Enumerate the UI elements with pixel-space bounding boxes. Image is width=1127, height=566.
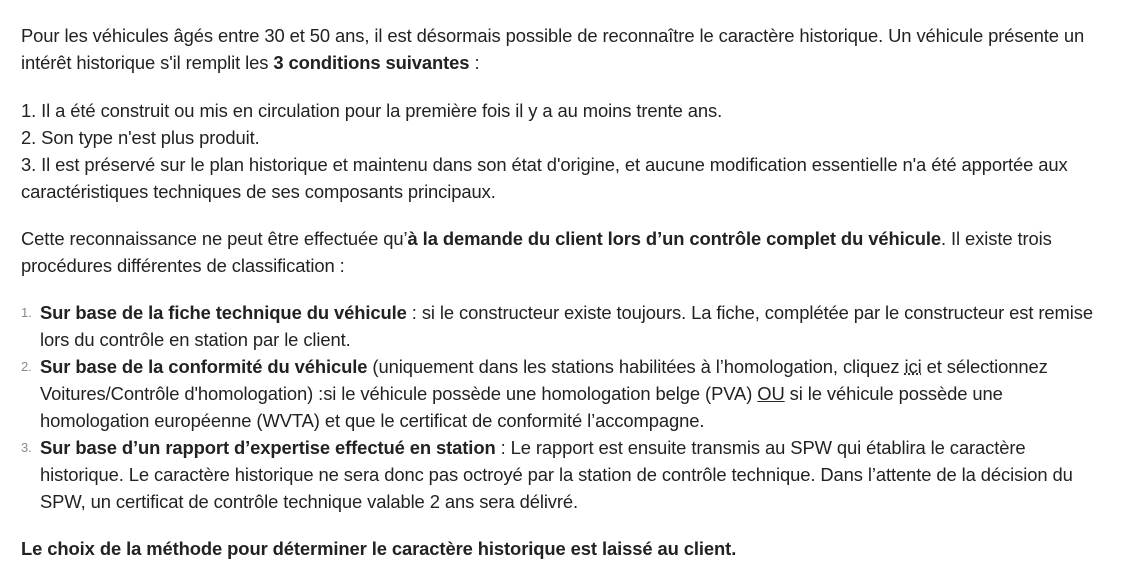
ici-link[interactable]: ici bbox=[904, 356, 922, 377]
intro-tail: : bbox=[469, 52, 480, 73]
recognition-tail: . Il existe trois procédures différentes de classification : bbox=[21, 228, 1052, 276]
recognition-bold: à la demande du client lors d’un contrôle complet du véhicule bbox=[407, 228, 942, 249]
method-item bbox=[21, 299, 1105, 353]
conditions-list bbox=[21, 97, 1105, 205]
recognition-paragraph bbox=[21, 225, 1105, 279]
intro-paragraph bbox=[21, 22, 1105, 76]
method-item bbox=[21, 434, 1105, 515]
intro-bold: 3 conditions suivantes bbox=[273, 52, 470, 73]
method-title: Sur base de la conformité du véhicule bbox=[40, 356, 368, 377]
method-text: : si le constructeur existe toujours. La fiche, complétée par le constructeur est remise lors du contrôle en station par le client. bbox=[40, 302, 1093, 350]
method-text: (uniquement dans les stations habilitées à l’homologation, cliquez bbox=[367, 356, 905, 377]
intro-text: Pour les véhicules âgés entre 30 et 50 ans, il est désormais possible de reconnaître le caractère historique. Un véhicule présente un intérêt historique s'il remplit les bbox=[21, 25, 1085, 73]
conclusion-text: Le choix de la méthode pour déterminer le caractère historique est laissé au client. bbox=[21, 538, 737, 559]
condition-item: 1. Il a été construit ou mis en circulation pour la première fois il y a au moins trente ans. bbox=[21, 100, 723, 121]
method-text: et sélectionnez Voitures/Contrôle d'homologation) :si le véhicule possède une homologation belge (PVA) bbox=[40, 356, 1048, 404]
method-text: si le véhicule possède une homologation européenne (WVTA) et que le certificat de conformité l’accompagne. bbox=[40, 383, 1003, 431]
list-number: 3. bbox=[21, 440, 32, 455]
content-area bbox=[21, 22, 1105, 562]
ou-link[interactable]: OU bbox=[757, 383, 785, 404]
method-text: : Le rapport est ensuite transmis au SPW qui établira le caractère historique. Le caractère historique ne sera donc pas octroyé par la station de contrôle technique. Dans l’attente de la décision du SPW, un certificat de contrôle technique valable 2 ans sera délivré. bbox=[40, 437, 1073, 512]
methods-list bbox=[21, 299, 1105, 515]
method-title: Sur base d’un rapport d’expertise effectué en station bbox=[40, 437, 496, 458]
condition-item: 3. Il est préservé sur le plan historique et maintenu dans son état d'origine, et aucune modification essentielle n'a été apportée aux caractéristiques techniques de ses composants principaux. bbox=[21, 154, 1068, 202]
method-item bbox=[21, 353, 1105, 434]
condition-item: 2. Son type n'est plus produit. bbox=[21, 127, 260, 148]
recognition-text: Cette reconnaissance ne peut être effectuée qu’ bbox=[21, 228, 408, 249]
list-number: 1. bbox=[21, 305, 32, 320]
list-number: 2. bbox=[21, 359, 32, 374]
method-title: Sur base de la fiche technique du véhicule bbox=[40, 302, 407, 323]
